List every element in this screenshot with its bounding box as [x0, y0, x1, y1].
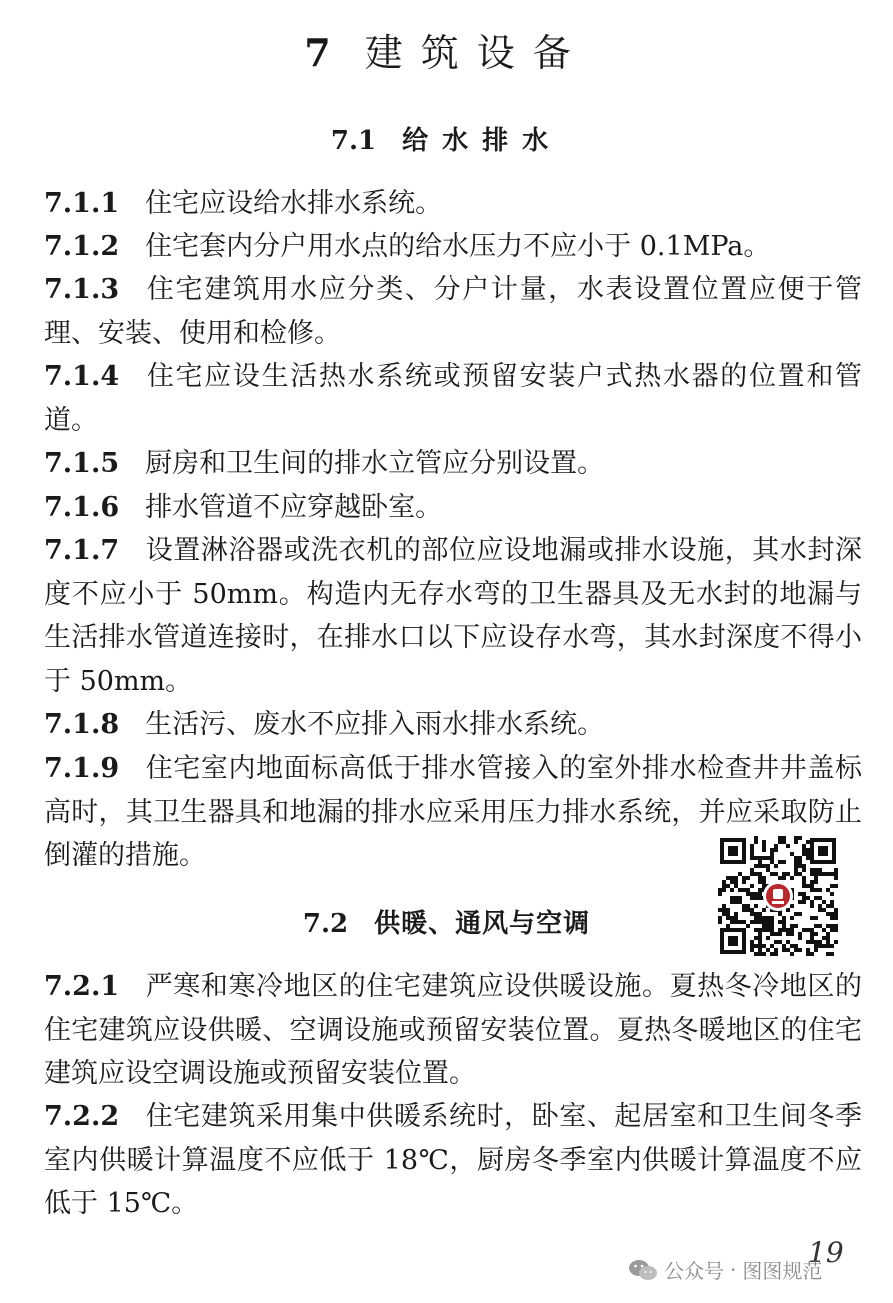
clause-text: 住宅应设给水排水系统。	[145, 188, 443, 219]
clause-7-2-2	[44, 1095, 862, 1226]
clause-7-1-3	[44, 268, 862, 355]
clause-number: 7.1.5	[44, 448, 120, 479]
chapter-title	[0, 22, 893, 77]
section-title-text: 供暖、通风与空调	[374, 909, 591, 939]
clause-7-1-4	[44, 355, 862, 442]
clause-7-1-5	[44, 442, 862, 486]
clause-number: 7.1.3	[44, 274, 120, 305]
clause-7-1-7	[44, 529, 862, 703]
watermark	[628, 1255, 822, 1284]
clause-text: 住宅室内地面标高低于排水管接入的室外排水检查井井盖标高时，其卫生器具和地漏的排水应采用压力排水系统，并应采取防止倒灌的措施。	[44, 753, 862, 871]
clause-text: 厨房和卫生间的排水立管应分别设置。	[145, 448, 605, 479]
section-number: 7.1	[330, 126, 377, 156]
page-number: 19	[808, 1236, 844, 1269]
clause-number: 7.1.4	[44, 361, 120, 392]
wechat-icon	[628, 1258, 658, 1282]
chapter-number: 7	[304, 30, 337, 75]
clause-text: 住宅应设生活热水系统或预留安装户式热水器的位置和管道。	[44, 361, 862, 436]
chapter-title-text: 建筑设备	[364, 31, 589, 75]
qr-code[interactable]	[718, 836, 838, 956]
section-title-7-1	[0, 120, 893, 157]
clause-number: 7.2.2	[44, 1101, 120, 1132]
clause-7-1-1	[44, 182, 862, 226]
watermark-left: 公众号	[664, 1259, 724, 1283]
clause-number: 7.1.2	[44, 231, 120, 262]
clause-text: 设置淋浴器或洗衣机的部位应设地漏或排水设施，其水封深度不应小于 50mm。构造内无存水弯的卫生器具及无水封的地漏与生活排水管道连接时，在排水口以下应设存水弯，其水封深度不得小于 50mm。	[44, 535, 862, 697]
clause-text: 严寒和寒冷地区的住宅建筑应设供暖设施。夏热冬冷地区的住宅建筑应设供暖、空调设施或预留安装位置。夏热冬暖地区的住宅建筑应设空调设施或预留安装位置。	[44, 971, 862, 1089]
clause-number: 7.1.8	[44, 709, 120, 740]
clause-7-1-6	[44, 486, 862, 530]
clause-number: 7.2.1	[44, 971, 120, 1002]
watermark-dot: ·	[730, 1257, 737, 1282]
clause-7-1-2	[44, 225, 862, 269]
clause-text: 住宅建筑用水应分类、分户计量，水表设置位置应便于管理、安装、使用和检修。	[44, 274, 862, 349]
clause-text: 住宅套内分户用水点的给水压力不应小于 0.1MPa。	[145, 231, 771, 262]
clause-number: 7.1.6	[44, 492, 120, 523]
clause-text: 住宅建筑采用集中供暖系统时，卧室、起居室和卫生间冬季室内供暖计算温度不应低于 18℃，厨房冬季室内供暖计算温度不应低于 15℃。	[44, 1101, 862, 1219]
clause-7-2-1	[44, 965, 862, 1096]
clause-text: 排水管道不应穿越卧室。	[145, 492, 443, 523]
section-title-text: 给水排水	[402, 126, 563, 156]
clause-text: 生活污、废水不应排入雨水排水系统。	[145, 709, 605, 740]
clause-number: 7.1.1	[44, 188, 120, 219]
section-number: 7.2	[302, 909, 349, 939]
watermark-right: 图图规范	[742, 1259, 823, 1283]
clause-number: 7.1.9	[44, 753, 120, 784]
clause-number: 7.1.7	[44, 535, 120, 566]
clause-7-1-8	[44, 703, 862, 747]
